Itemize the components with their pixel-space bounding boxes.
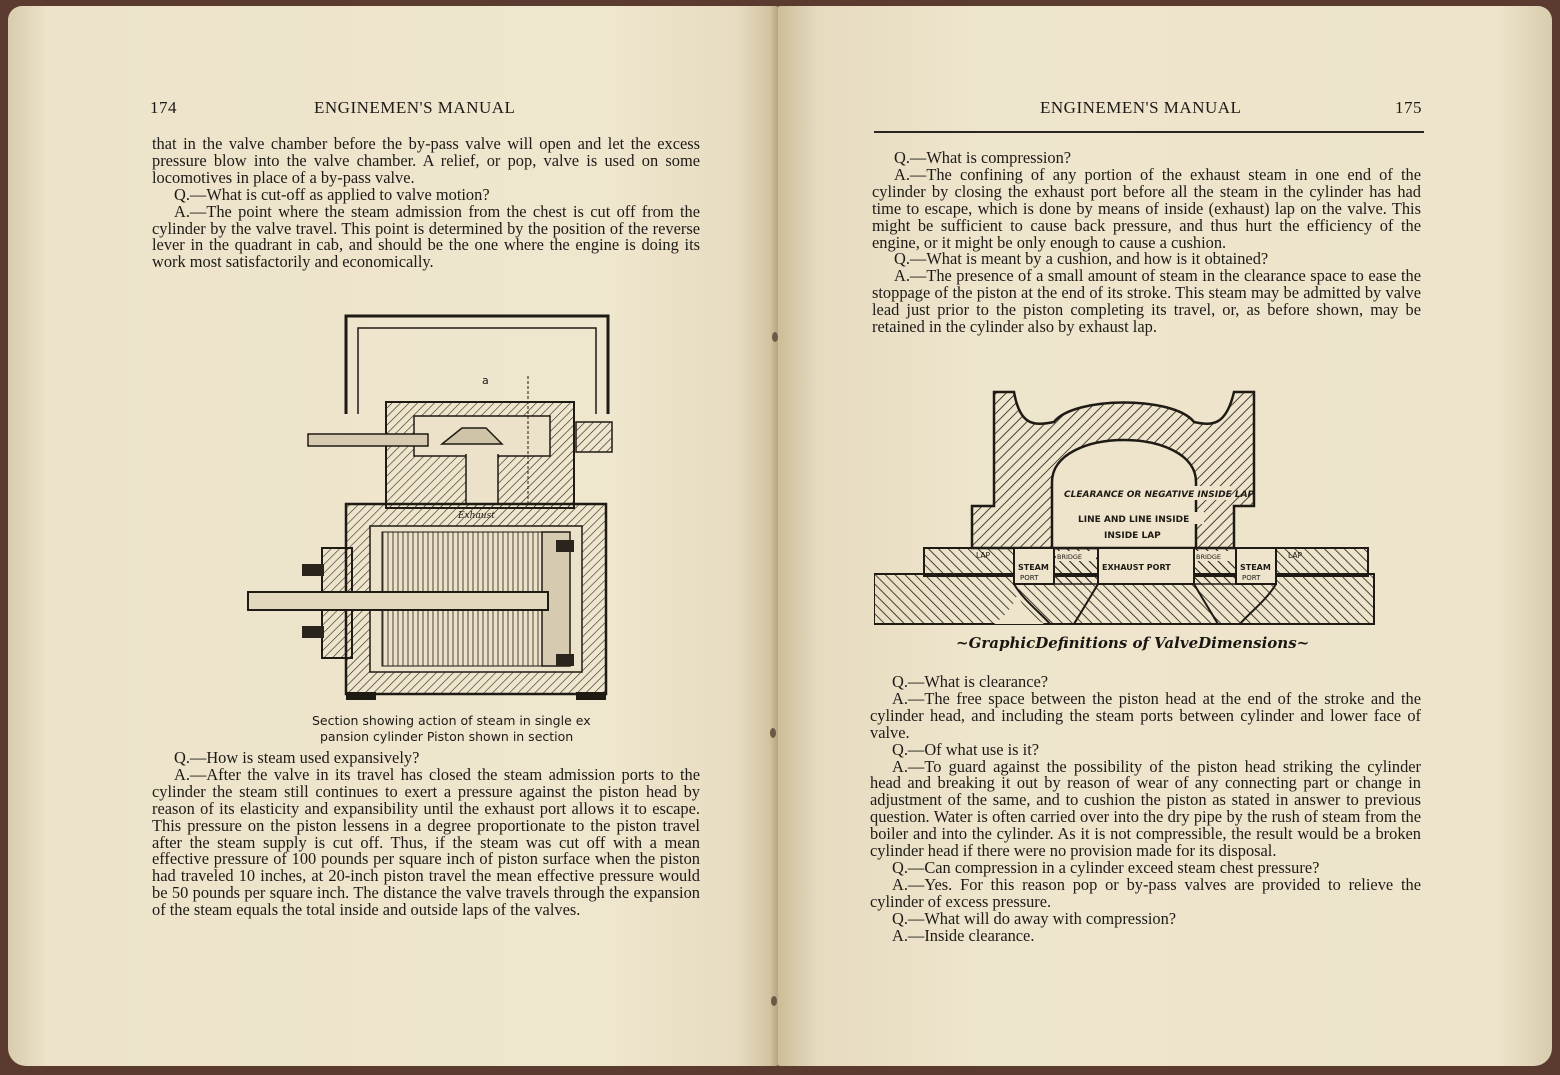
question: Q.—How is steam used expansively?: [174, 748, 420, 767]
left-bottom-text: [152, 750, 700, 919]
answer: A.—Yes. For this reason pop or by-pass valves are provided to relieve the cylinder of excess pressure.: [870, 874, 1421, 911]
answer: A.—To guard against the possibility of the piston head striking the cylinder head and breaking it out by reason of wear of any connecting part or change in adjustment of the same, and to cushion the piston as stated in answer to previous question. Water is often carried over into the dry pipe by the rush of steam from the boiler and into the cylinder. As it is not compressible, the result would be a broken cylinder head if there were no provision made for its disposal.: [870, 756, 1421, 861]
label-lap-right: LAP: [1288, 551, 1303, 560]
answer: A.—Inside clearance.: [892, 925, 1035, 945]
label-bridge-left: BRIDGE: [1057, 553, 1083, 561]
right-bottom-text: [870, 674, 1421, 945]
answer: A.—The presence of a small amount of steam in the clearance space to ease the stoppage of the piston at the end of its stroke. This steam may be admitted by valve lead just prior to the piston completing its travel, or, as before shown, may be retained in the cylinder also by exhaust lap.: [872, 266, 1421, 337]
figure-caption-line1: Section showing action of steam in single ex: [312, 713, 591, 728]
question: Q.—What is meant by a cushion, and how is it obtained?: [894, 249, 1269, 269]
running-title-left: ENGINEMEN'S MANUAL: [314, 98, 516, 117]
question: Q.—Can compression in a cylinder exceed steam chest pressure?: [892, 857, 1320, 877]
svg-text:a: a: [482, 374, 489, 387]
answer: A.—The confining of any portion of the exhaust steam in one end of the cylinder by closing the exhaust port before all the steam in the cylinder has had time to escape, which is done by means of inside (exhaust) lap on the valve. This might be sufficient to cause back pressure, and thus hurt the efficiency of the engine, or it might be only enough to cause a cushion.: [872, 164, 1421, 252]
label-bridge-right: BRIDGE: [1196, 553, 1222, 561]
question: Q.—What is cut-off as applied to valve motion?: [174, 184, 490, 204]
right-page: [778, 6, 1552, 1066]
question: Q.—What is compression?: [894, 148, 1072, 167]
answer: A.—After the valve in its travel has closed the steam admission ports to the cylinder the steam still continues to exert a pressure against the piston head by reason of its elasticity and expansibility until the exhaust port allows it to escape. This pressure on the piston lessens in a degree proportionate to the piston travel after the steam supply is cut off. Thus, if the steam was cut off with a mean effective pressure of 100 pounds per square inch of piston surface when the piston had traveled 10 inches, at 20-inch piston travel the mean effective pressure would be 50 pounds per square inch. The distance the valve travels through the expansion of the steam equals the total inside and outside laps of the valves.: [152, 764, 700, 920]
label-exhaust-port: EXHAUST PORT: [1102, 563, 1171, 572]
running-title-right: ENGINEMEN'S MANUAL: [1040, 98, 1242, 117]
binding-thread-mark: [770, 728, 776, 738]
figure-caption-line2: pansion cylinder Piston shown in section: [320, 729, 574, 744]
left-page: [8, 6, 778, 1066]
figure-title: ~GraphicDefinitions of ValveDimensions~: [956, 634, 1310, 652]
label-steam-port-right-2: PORT: [1242, 574, 1261, 582]
label-steam-port-left-2: PORT: [1020, 574, 1039, 582]
question: Q.—Of what use is it?: [892, 739, 1040, 759]
label-steam-port-left-1: STEAM: [1018, 563, 1049, 572]
binding-thread-mark: [771, 996, 777, 1006]
question: Q.—What will do away with compression?: [892, 908, 1177, 928]
right-top-text: [872, 150, 1421, 336]
label-lap-left: LAP: [976, 551, 991, 560]
label-inside-lap: INSIDE LAP: [1104, 531, 1161, 541]
header-rule: [874, 131, 1424, 133]
label-steam-port-right-1: STEAM: [1240, 563, 1271, 572]
label-clearance: CLEARANCE OR NEGATIVE INSIDE LAP: [1064, 490, 1255, 500]
label-line-and-line: LINE AND LINE INSIDE: [1078, 515, 1190, 525]
page-number-left: 174: [150, 98, 177, 117]
question: Q.—What is clearance?: [892, 672, 1049, 691]
page-number-right: 175: [1395, 98, 1422, 117]
valve-dimensions-figure: [874, 386, 1394, 626]
left-top-text: [152, 136, 700, 271]
cylinder-section-figure: [236, 304, 622, 704]
paragraph: that in the valve chamber before the by-pass valve will open and let the excess pressure blow into the valve chamber. A relief, or pop, valve is used on some locomotives in place of a by-pass valve.: [152, 134, 700, 187]
svg-text:Exhaust: Exhaust: [458, 511, 495, 521]
answer: A.—The point where the steam admission from the chest is cut off from the cylinder by the valve travel. This point is determined by the position of the reverse lever in the quadrant in cab, and should be the one where the engine is doing its work most satisfactorily and economically.: [152, 201, 700, 272]
answer: A.—The free space between the piston head at the end of the stroke and the cylinder head, and including the steam ports between cylinder and lower face of valve.: [870, 688, 1421, 742]
